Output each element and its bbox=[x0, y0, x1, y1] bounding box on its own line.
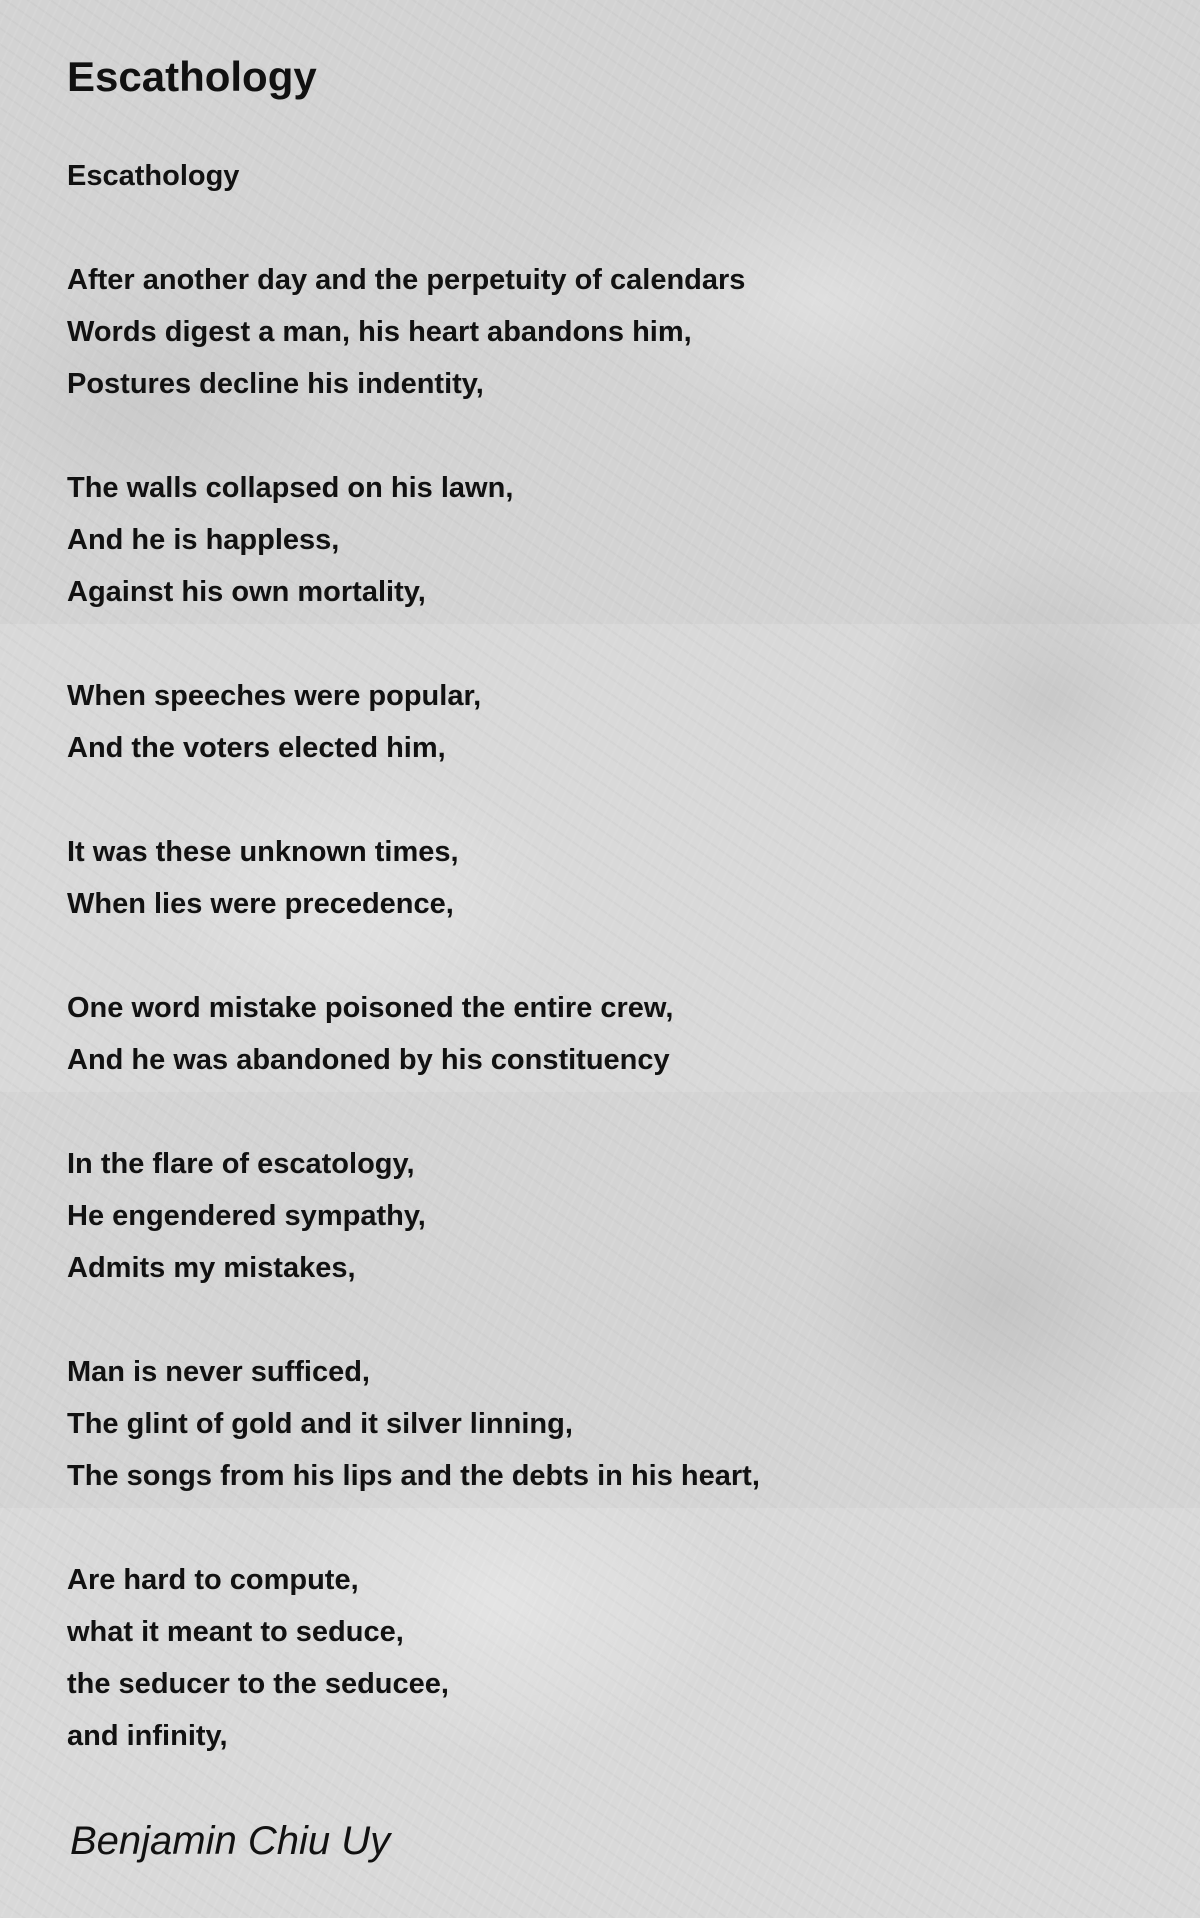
poem-stanza bbox=[67, 826, 1147, 930]
poem-line: One word mistake poisoned the entire crew, bbox=[67, 992, 674, 1024]
stanza-spacer bbox=[67, 618, 1147, 670]
poem-line: Escathology bbox=[67, 160, 240, 192]
stanza-spacer bbox=[67, 774, 1147, 826]
poem-stanza bbox=[67, 1554, 1147, 1762]
poem-line: And he is happless, bbox=[67, 524, 340, 556]
stanza-spacer bbox=[67, 410, 1147, 462]
poem-stanza bbox=[67, 150, 1147, 202]
poem-line: It was these unknown times, bbox=[67, 836, 459, 868]
stanza-spacer bbox=[67, 202, 1147, 254]
poem-line: The songs from his lips and the debts in his heart, bbox=[67, 1460, 760, 1492]
poem-author: Benjamin Chiu Uy bbox=[70, 1819, 391, 1863]
poem-line: what it meant to seduce, bbox=[67, 1616, 404, 1648]
poem-line: and infinity, bbox=[67, 1720, 228, 1752]
poem-stanza bbox=[67, 1138, 1147, 1294]
poem-line: And he was abandoned by his constituency bbox=[67, 1044, 670, 1076]
poem-line: The walls collapsed on his lawn, bbox=[67, 472, 514, 504]
poem-line: When speeches were popular, bbox=[67, 680, 482, 712]
poem-stanza bbox=[67, 670, 1147, 774]
poem-stanza bbox=[67, 1346, 1147, 1502]
poem-line: When lies were precedence, bbox=[67, 888, 454, 920]
poem-line: Words digest a man, his heart abandons him, bbox=[67, 316, 692, 348]
stanza-spacer bbox=[67, 1294, 1147, 1346]
poem-stanza bbox=[67, 254, 1147, 410]
poem-stanza bbox=[67, 982, 1147, 1086]
poem-line: He engendered sympathy, bbox=[67, 1200, 426, 1232]
poem-line: Postures decline his indentity, bbox=[67, 368, 484, 400]
poem-line: And the voters elected him, bbox=[67, 732, 446, 764]
poem-line: Are hard to compute, bbox=[67, 1564, 359, 1596]
poem-stanza bbox=[67, 462, 1147, 618]
poem-line: Man is never sufficed, bbox=[67, 1356, 370, 1388]
poem-body bbox=[67, 150, 1147, 1762]
poem-line: After another day and the perpetuity of calendars bbox=[67, 264, 746, 296]
stanza-spacer bbox=[67, 1502, 1147, 1554]
stanza-spacer bbox=[67, 930, 1147, 982]
stanza-spacer bbox=[67, 1086, 1147, 1138]
poem-line: the seducer to the seducee, bbox=[67, 1668, 449, 1700]
poem-line: Against his own mortality, bbox=[67, 576, 426, 608]
poem-line: In the flare of escatology, bbox=[67, 1148, 415, 1180]
poem-line: Admits my mistakes, bbox=[67, 1252, 356, 1284]
poem-line: The glint of gold and it silver linning, bbox=[67, 1408, 573, 1440]
poem-title: Escathology bbox=[67, 53, 317, 100]
